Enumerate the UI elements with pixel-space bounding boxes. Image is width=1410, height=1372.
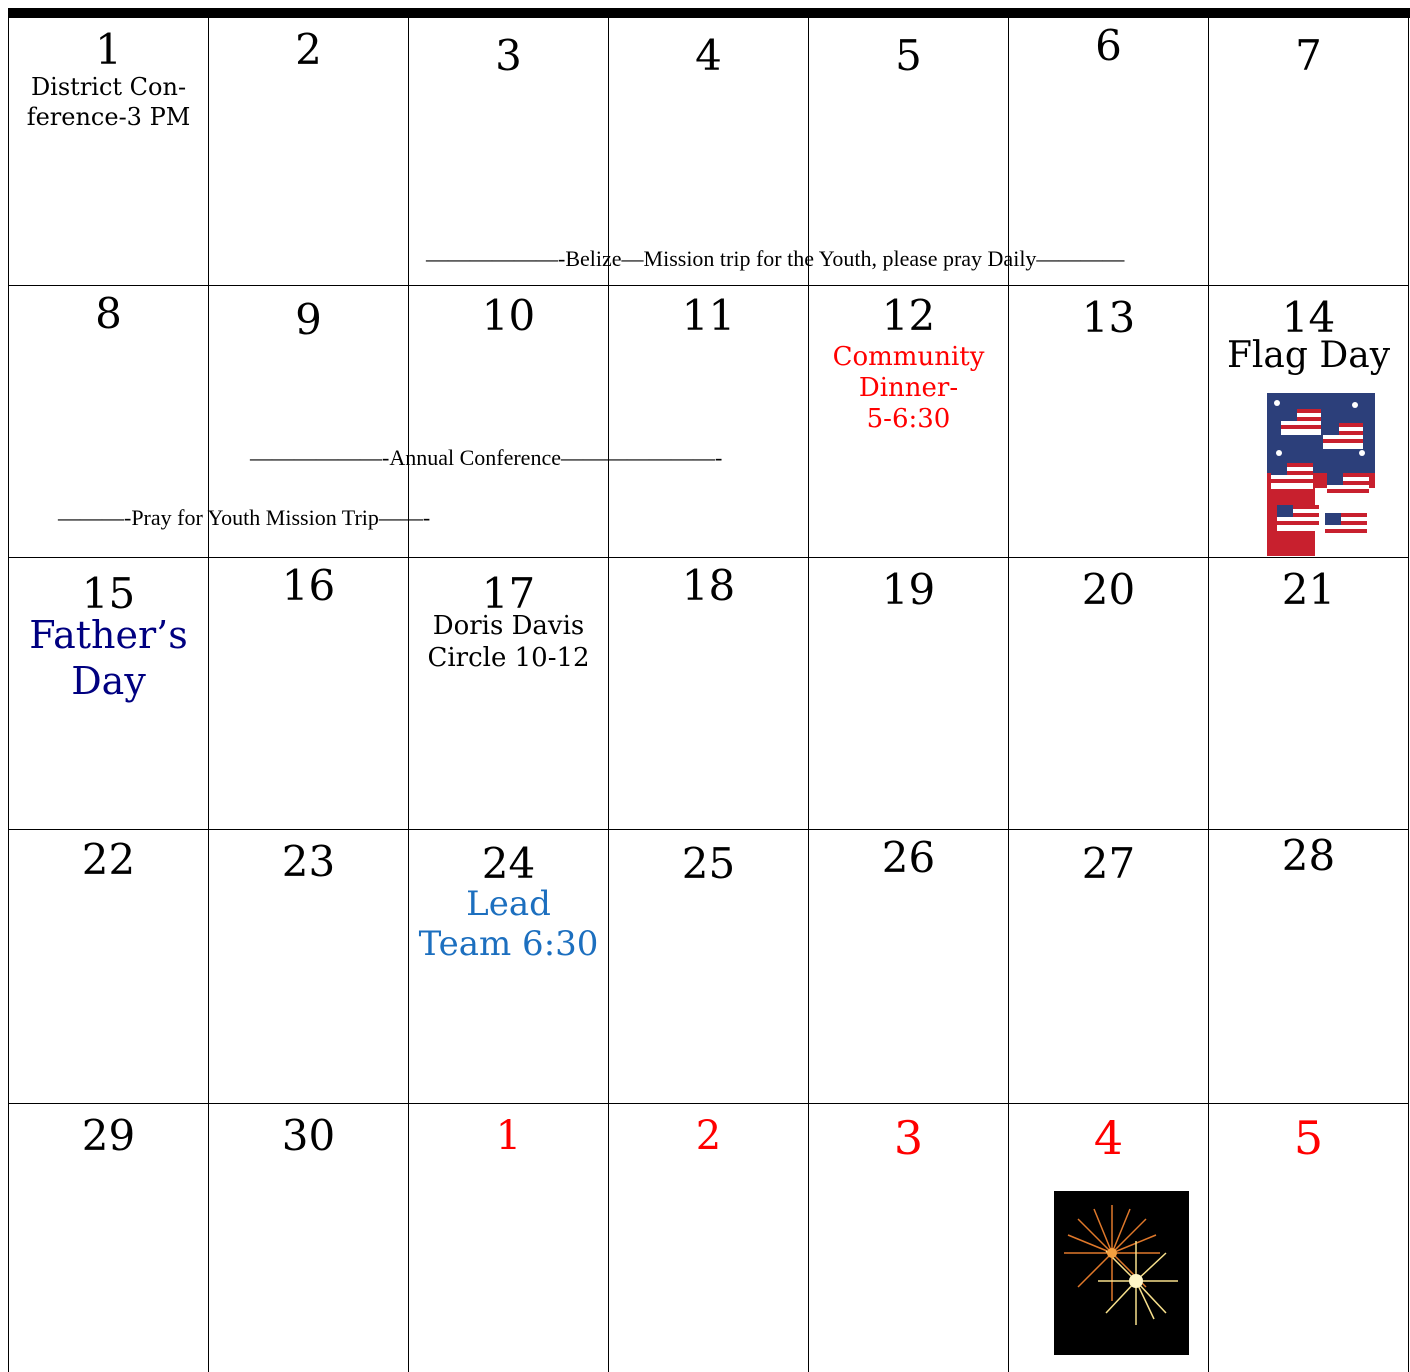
- day-number: 17: [481, 569, 536, 618]
- day-cell: [408, 286, 608, 558]
- day-number: 14: [1281, 293, 1336, 342]
- day-number: 27: [1081, 839, 1136, 888]
- day-cell: [1208, 18, 1408, 286]
- day-number-next-month: 4: [1093, 1111, 1124, 1165]
- day-cell: [808, 1104, 1008, 1372]
- day-number: 24: [481, 839, 536, 888]
- day-number: 15: [81, 569, 136, 618]
- day-number: 3: [495, 31, 522, 80]
- day-number: 5: [895, 31, 922, 80]
- calendar-grid: [8, 18, 1410, 1372]
- day-cell: [1208, 286, 1408, 558]
- day-cell: [608, 1104, 808, 1372]
- day-number: 9: [295, 295, 322, 344]
- event-district-conference: District Con- ference-3 PM: [26, 73, 191, 131]
- fireworks-image: [1054, 1191, 1189, 1355]
- day-cell: [8, 558, 208, 830]
- day-cell: [808, 830, 1008, 1104]
- day-number: 12: [881, 291, 936, 340]
- day-cell: [8, 1104, 208, 1372]
- day-number: 20: [1081, 565, 1136, 614]
- event-doris-davis-circle: Doris Davis Circle 10-12: [427, 611, 590, 673]
- day-number-next-month: 5: [1293, 1111, 1324, 1165]
- event-flag-day: Flag Day: [1226, 335, 1391, 376]
- day-cell: [8, 830, 208, 1104]
- day-cell: [808, 558, 1008, 830]
- day-cell: [1008, 286, 1208, 558]
- event-community-dinner: Community Dinner- 5-6:30: [832, 342, 985, 434]
- day-number: 29: [81, 1111, 136, 1160]
- spanning-event-annual-conference: ——————-Annual Conference———————-: [250, 445, 723, 470]
- day-number-next-month: 1: [495, 1113, 522, 1159]
- day-number: 26: [881, 833, 936, 882]
- day-number: 18: [681, 561, 736, 610]
- day-cell: [1008, 830, 1208, 1104]
- day-cell: [208, 18, 408, 286]
- day-cell: [1008, 1104, 1208, 1372]
- day-cell: [1008, 558, 1208, 830]
- day-number: 25: [681, 839, 736, 888]
- day-cell: [408, 830, 608, 1104]
- day-cell: [1208, 1104, 1408, 1372]
- day-number-next-month: 3: [893, 1111, 924, 1165]
- day-cell: [208, 558, 408, 830]
- day-number: 4: [695, 31, 722, 80]
- event-fathers-day: Father’s Day: [29, 613, 188, 703]
- day-number: 30: [281, 1111, 336, 1160]
- day-number: 28: [1281, 831, 1336, 880]
- day-cell: [408, 558, 608, 830]
- day-cell: [8, 18, 208, 286]
- day-number: 22: [81, 835, 136, 884]
- day-cell: [408, 1104, 608, 1372]
- day-number: 19: [881, 565, 936, 614]
- spanning-event-belize: ——————-Belize—Mission trip for the Youth, please pray Daily————: [426, 246, 1125, 271]
- day-number: 21: [1281, 565, 1336, 614]
- day-number: 10: [481, 291, 536, 340]
- day-number: 6: [1095, 21, 1122, 70]
- day-number: 23: [281, 837, 336, 886]
- day-cell: [608, 558, 808, 830]
- day-number: 1: [95, 25, 122, 74]
- top-rule: [8, 8, 1410, 18]
- day-number: 8: [95, 289, 122, 338]
- american-flags-image: [1267, 393, 1375, 556]
- day-cell: [608, 830, 808, 1104]
- day-number: 7: [1295, 31, 1322, 80]
- day-cell: [1208, 830, 1408, 1104]
- day-cell: [208, 830, 408, 1104]
- day-number: 13: [1081, 293, 1136, 342]
- day-cell: [208, 1104, 408, 1372]
- day-number: 11: [681, 291, 736, 340]
- day-number-next-month: 2: [695, 1113, 722, 1159]
- day-number: 16: [281, 561, 336, 610]
- day-number: 2: [295, 25, 322, 74]
- spanning-event-pray-youth: ———-Pray for Youth Mission Trip——-: [58, 505, 431, 530]
- day-cell: [1208, 558, 1408, 830]
- day-cell: [808, 286, 1008, 558]
- day-cell: [608, 286, 808, 558]
- event-lead-team: Lead Team 6:30: [418, 884, 599, 964]
